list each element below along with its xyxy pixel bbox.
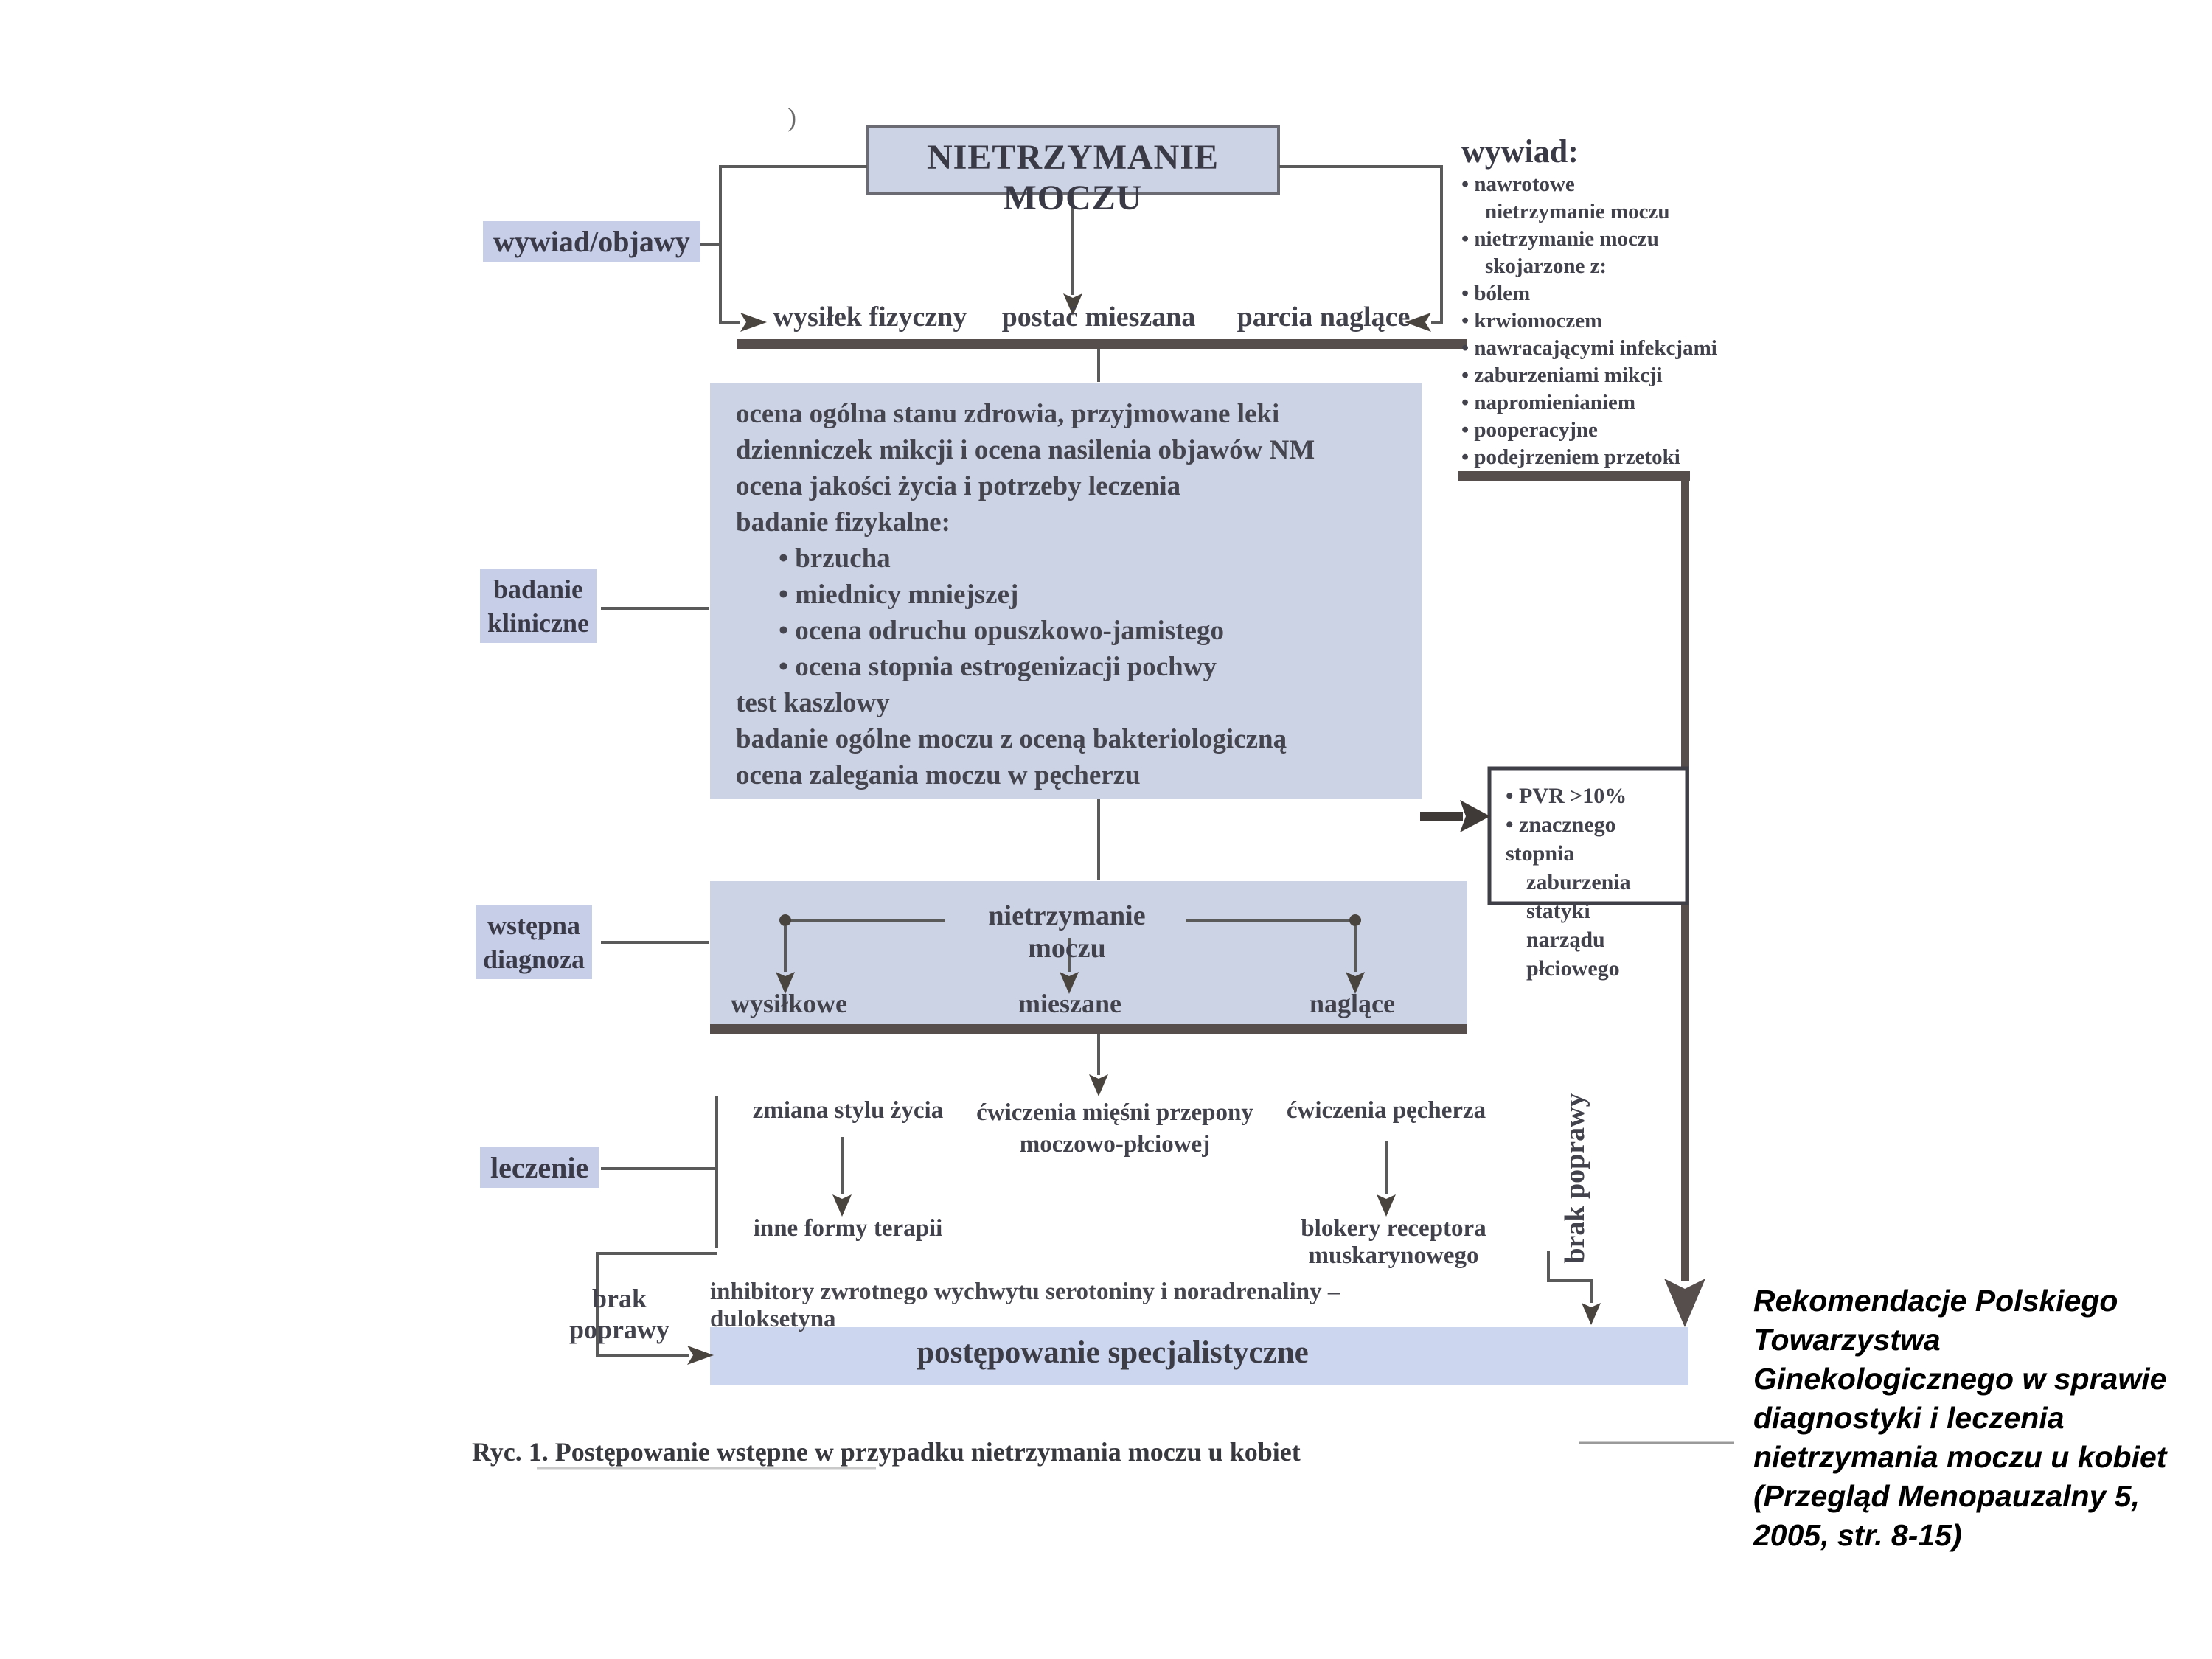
- citation-line: 2005, str. 8-15): [1753, 1518, 1962, 1552]
- label-diagnoza-line1: wstępna: [487, 911, 581, 940]
- diagnosis-node: nietrzymanie moczu: [988, 900, 1146, 964]
- pvr-line: • znacznego stopnia: [1506, 813, 1616, 866]
- no-improvement-left: brak poprawy: [568, 1284, 670, 1344]
- junction-dot-left: [779, 914, 791, 926]
- pvr-box-text: [1506, 782, 1683, 983]
- clinical-line: • miednicy mniejszej: [779, 580, 1019, 610]
- treatment-inne-formy: inne formy terapii: [753, 1215, 943, 1242]
- wywiad-item: skojarzone z:: [1485, 254, 1607, 278]
- pvr-arrowhead: [1460, 800, 1490, 832]
- title-box-label: NIETRZYMANIE MOCZU: [926, 138, 1220, 218]
- thick-bar-symptoms: [737, 339, 1467, 349]
- citation-line: Rekomendacje Polskiego: [1753, 1284, 2118, 1318]
- citation-line: Ginekologicznego w sprawie: [1753, 1362, 2167, 1396]
- wywiad-heading: wywiad:: [1461, 133, 1579, 170]
- branch-wysilkowe: wysiłkowe: [730, 989, 847, 1018]
- wywiad-item: • zaburzeniami mikcji: [1461, 364, 1663, 387]
- pvr-arrow-shaft: [1420, 812, 1463, 821]
- wywiad-list: [1461, 171, 1727, 471]
- clinical-line: badanie fizykalne:: [736, 507, 950, 538]
- label-badanie-line1: badanie: [493, 574, 584, 604]
- wywiad-item: • nawracającymi infekcjami: [1461, 336, 1717, 360]
- snri-line: inhibitory zwrotnego wychwytu serotoniny i noradrenaliny – duloksetyna: [710, 1279, 1340, 1332]
- citation-line: diagnostyki i leczenia: [1753, 1401, 2065, 1435]
- wywiad-item: • nawrotowe: [1461, 173, 1575, 196]
- clinical-line: ocena jakości życia i potrzeby leczenia: [736, 471, 1181, 501]
- thick-bar-diagnosis: [710, 1024, 1467, 1034]
- branch-mieszane: mieszane: [1018, 989, 1121, 1018]
- clinical-line: ocena ogólna stanu zdrowia, przyjmowane leki: [736, 399, 1280, 429]
- label-badanie-kliniczne: [480, 569, 597, 643]
- clinical-line: ocena zalegania moczu w pęcherzu: [736, 760, 1141, 790]
- treatment-cwiczenia-pecherza: ćwiczenia pęcherza: [1286, 1097, 1486, 1124]
- wywiad-item: • podejrzeniem przetoki: [1461, 445, 1680, 469]
- wywiad-item: • nietrzymanie moczu: [1461, 227, 1659, 251]
- thick-bar-wywiad: [1458, 471, 1690, 481]
- wywiad-item: • bólem: [1461, 282, 1531, 305]
- label-wywiad-objawy: wywiad/objawy: [483, 221, 700, 262]
- treatment-cwiczenia-line2: moczowo-płciowej: [1019, 1131, 1211, 1158]
- junction-dot-right: [1349, 914, 1361, 926]
- clinical-line: dzienniczek mikcji i ocena nasilenia objawów NM: [736, 435, 1315, 465]
- wywiad-item: • napromienianiem: [1461, 391, 1635, 414]
- symptom-parcia-naglace: parcia naglące: [1237, 302, 1411, 333]
- pvr-line: • PVR >10%: [1506, 784, 1627, 808]
- wywiad-item: • pooperacyjne: [1461, 418, 1598, 442]
- citation-line: (Przegląd Menopauzalny 5,: [1753, 1479, 2140, 1513]
- symptom-wysilek-fizyczny: wysiłek fizyczny: [773, 302, 967, 333]
- figure-caption: Ryc. 1. Postępowanie wstępne w przypadku nietrzymania moczu u kobiet: [472, 1437, 1301, 1467]
- stray-mark: ): [787, 102, 796, 132]
- treatment-zmiana-stylu: zmiana stylu życia: [752, 1097, 944, 1124]
- pvr-line: narządu płciowego: [1526, 928, 1620, 981]
- clinical-line: • brzucha: [779, 543, 891, 574]
- clinical-line: • ocena stopnia estrogenizacji pochwy: [779, 652, 1217, 682]
- branch-naglace: naglące: [1310, 989, 1395, 1018]
- treatment-blokery: blokery receptora muskarynowego: [1301, 1215, 1486, 1269]
- treatment-cwiczenia-line1: ćwiczenia mięśni przepony: [976, 1099, 1253, 1126]
- clinical-line: badanie ogólne moczu z oceną bakteriologiczną: [736, 724, 1287, 754]
- label-wstepna-diagnoza: [476, 905, 592, 979]
- label-diagnoza-line2: diagnoza: [483, 945, 585, 974]
- clinical-line: • ocena odruchu opuszkowo-jamistego: [779, 616, 1224, 646]
- treatment-cwiczenia-przepony: [975, 1097, 1255, 1161]
- label-badanie-line2: kliniczne: [487, 608, 590, 638]
- citation-block: [1753, 1281, 2181, 1555]
- no-improvement-right-rotated: brak poprawy: [1559, 1093, 1590, 1264]
- clinical-box-text: [736, 396, 1407, 793]
- clinical-line: test kaszlowy: [736, 688, 890, 718]
- thick-down-arrowhead: [1664, 1279, 1705, 1327]
- citation-line: Towarzystwa: [1753, 1323, 1941, 1357]
- wywiad-item: • krwiomoczem: [1461, 309, 1603, 333]
- wywiad-item: nietrzymanie moczu: [1485, 200, 1670, 223]
- symptom-postac-mieszana: postać mieszana: [1001, 302, 1196, 333]
- specialist-box-label: postępowanie specjalistyczne: [917, 1335, 1309, 1370]
- pvr-line: zaburzenia statyki: [1526, 870, 1631, 923]
- citation-line: nietrzymania moczu u kobiet: [1753, 1440, 2167, 1474]
- label-leczenie: leczenie: [480, 1147, 599, 1188]
